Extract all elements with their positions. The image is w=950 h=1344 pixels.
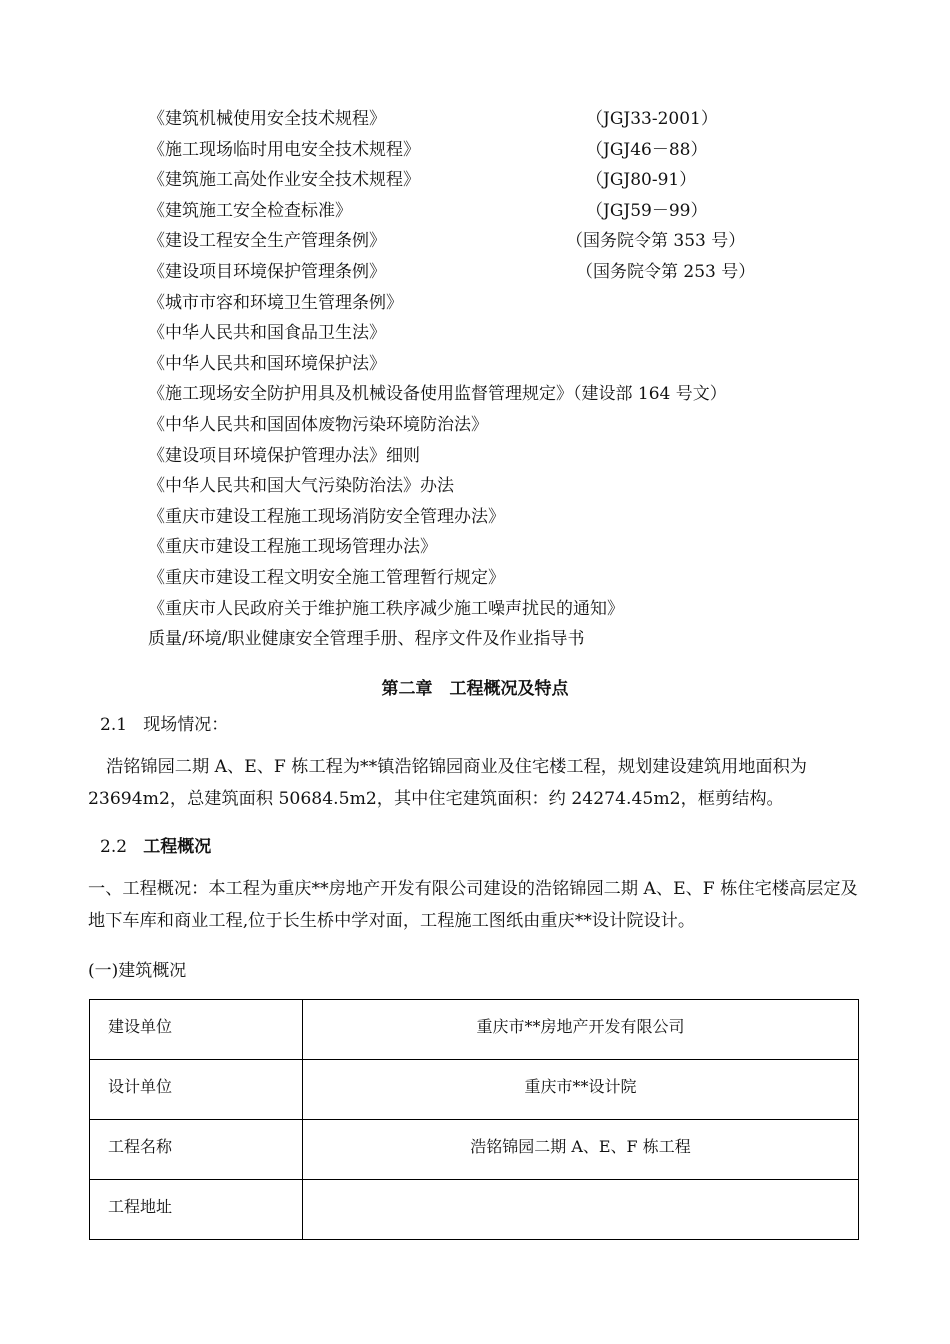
section-title: 现场情况： <box>143 715 229 735</box>
reference-code: （国务院令第 253 号） <box>576 261 756 282</box>
reference-title: 《建筑施工安全检查标准》 <box>148 200 352 221</box>
reference-title: 《中华人民共和国环境保护法》 <box>148 353 386 374</box>
row-label: 工程地址 <box>90 1180 303 1240</box>
reference-item <box>148 349 868 380</box>
row-value <box>303 1180 859 1240</box>
reference-title: 《重庆市建设工程施工现场管理办法》 <box>148 537 437 558</box>
reference-code: （JGJ33-2001） <box>586 109 718 129</box>
section-number: 2.1 <box>100 715 128 735</box>
row-label: 工程名称 <box>90 1120 303 1180</box>
reference-title: 《建设项目环境保护管理办法》细则 <box>148 445 420 466</box>
table-row <box>90 1060 859 1120</box>
reference-title: 《重庆市建设工程施工现场消防安全管理办法》 <box>148 506 505 527</box>
building-overview-table <box>89 999 859 1240</box>
table-row <box>90 1000 859 1060</box>
section-title: 工程概况 <box>143 837 212 857</box>
section-number: 2.2 <box>100 837 128 857</box>
site-paragraph: 浩铭锦园二期 A、E、F 栋工程为**镇浩铭锦园商业及住宅楼工程，规划建设建筑用地面积为 23694m2，总建筑面积 50684.5m2，其中住宅建筑面积：约 24274.45m2，框剪结构。 <box>88 757 807 809</box>
reference-item <box>148 594 868 625</box>
reference-title: 《城市市容和环境卫生管理条例》 <box>148 292 403 313</box>
row-value: 浩铭锦园二期 A、E、F 栋工程 <box>303 1120 859 1180</box>
reference-item <box>148 410 868 441</box>
row-label: 设计单位 <box>90 1060 303 1120</box>
reference-list <box>148 104 868 655</box>
table-row <box>90 1180 859 1240</box>
row-value: 重庆市**房地产开发有限公司 <box>303 1000 859 1060</box>
reference-item <box>148 104 868 135</box>
section-2-1-heading <box>100 710 228 735</box>
reference-item <box>148 441 868 472</box>
reference-item <box>148 318 868 349</box>
reference-title: 《建筑施工高处作业安全技术规程》 <box>148 170 420 191</box>
reference-title: 《重庆市建设工程文明安全施工管理暂行规定》 <box>148 567 505 588</box>
reference-title: 《施工现场临时用电安全技术规程》 <box>148 139 420 160</box>
reference-item <box>148 532 868 563</box>
table-row <box>90 1120 859 1180</box>
reference-item <box>148 471 868 502</box>
reference-item <box>148 563 868 594</box>
reference-title: 《建筑机械使用安全技术规程》 <box>148 109 386 129</box>
reference-item <box>148 257 868 288</box>
reference-item <box>148 196 868 227</box>
reference-item <box>148 226 868 257</box>
row-value: 重庆市**设计院 <box>303 1060 859 1120</box>
reference-title: 《建设项目环境保护管理条例》 <box>148 261 386 282</box>
reference-title: 质量/环境/职业健康安全管理手册、程序文件及作业指导书 <box>148 629 585 650</box>
reference-title: 《中华人民共和国固体废物污染环境防治法》 <box>148 414 488 435</box>
reference-code: （JGJ80-91） <box>586 170 697 191</box>
reference-code: （JGJ46－88） <box>586 139 708 160</box>
chapter-title: 第二章 工程概况及特点 <box>381 679 569 699</box>
reference-item <box>148 165 868 196</box>
reference-item <box>148 288 868 319</box>
section-2-2-heading <box>100 832 211 857</box>
overview-paragraph: 一、工程概况：本工程为重庆**房地产开发有限公司建设的浩铭锦园二期 A、E、F 栋住宅楼高层定及地下车库和商业工程,位于长生桥中学对面，工程施工图纸由重庆**设计院设计。 <box>88 879 858 931</box>
reference-title: 《施工现场安全防护用具及机械设备使用监督管理规定》（建设部 164 号文） <box>148 384 727 405</box>
subsection-label: (一)建筑概况 <box>88 961 187 981</box>
reference-code: （国务院令第 353 号） <box>566 231 746 252</box>
reference-title: 《建设工程安全生产管理条例》 <box>148 231 386 252</box>
row-label: 建设单位 <box>90 1000 303 1060</box>
reference-title: 《中华人民共和国食品卫生法》 <box>148 323 386 344</box>
reference-item <box>148 379 868 410</box>
reference-item <box>148 502 868 533</box>
reference-title: 《重庆市人民政府关于维护施工秩序减少施工噪声扰民的通知》 <box>148 598 624 619</box>
reference-code: （JGJ59－99） <box>586 200 708 221</box>
reference-item <box>148 624 868 655</box>
reference-item <box>148 135 868 166</box>
reference-title: 《中华人民共和国大气污染防治法》办法 <box>148 476 454 497</box>
